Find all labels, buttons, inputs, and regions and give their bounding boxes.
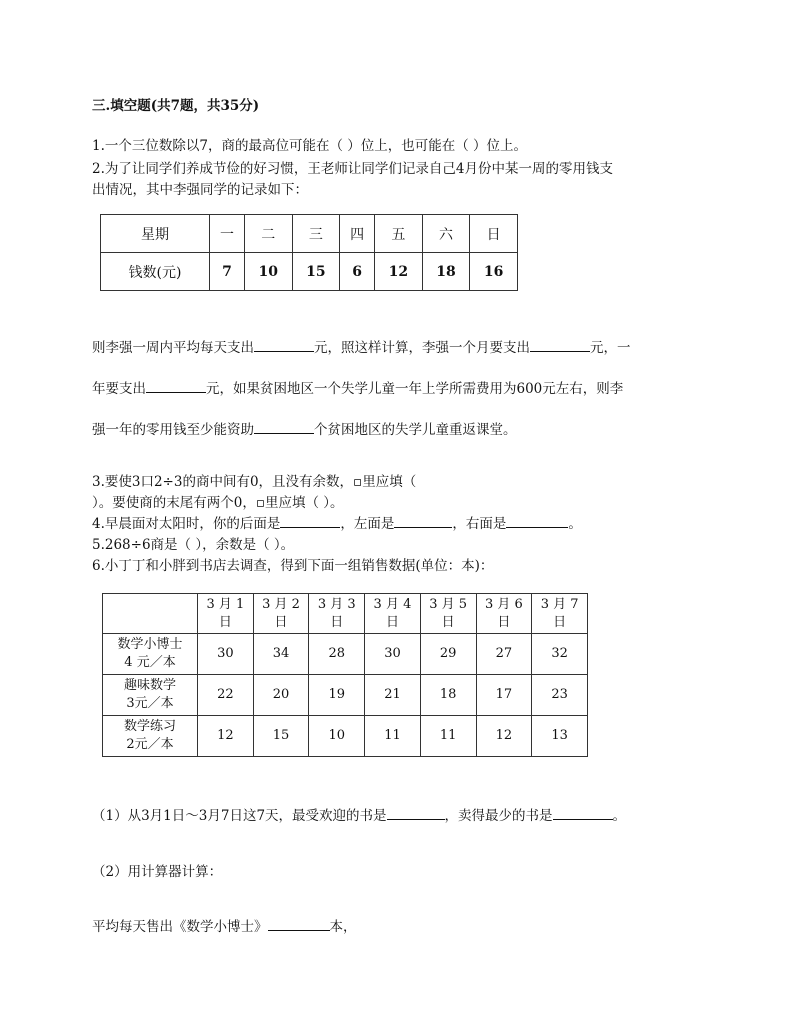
sales-cell: 32 (532, 634, 588, 675)
weekday-cell: 四 (340, 215, 375, 253)
text: 平均每天售出《数学小博士》 (92, 919, 268, 935)
sales-cell: 11 (365, 716, 421, 757)
money-row (101, 253, 518, 291)
date-line: 日 (330, 614, 344, 630)
question-2-line-1: 2.为了让同学们养成节俭的好习惯，王老师让同学们记录自己4月份中某一周的零用钱支 (92, 161, 613, 177)
answer-blank[interactable] (553, 805, 613, 820)
book-price: 3元／本 (126, 696, 174, 711)
book-row (103, 675, 588, 716)
sales-cell: 13 (532, 716, 588, 757)
sales-cell: 20 (253, 675, 309, 716)
money-cell: 18 (422, 253, 470, 291)
date-line: 日 (385, 614, 399, 630)
date-row (103, 594, 588, 634)
date-line: 3 月 3 (317, 596, 356, 612)
text: 元，如果贫困地区一个失学儿童一年上学所需费用为600元左右，则李 (206, 381, 624, 397)
money-cell: 7 (210, 253, 245, 291)
sales-table (102, 593, 588, 757)
date-line: 日 (553, 614, 567, 630)
sales-cell: 21 (365, 675, 421, 716)
answer-blank[interactable] (280, 513, 340, 528)
weekday-header: 星期 (101, 215, 210, 253)
date-cell (476, 594, 532, 634)
sales-cell: 23 (532, 675, 588, 716)
book-name: 数学练习 (123, 719, 176, 734)
date-cell (420, 594, 476, 634)
sub-question-2: （2）用计算器计算： (92, 864, 223, 880)
text: 年要支出 (92, 381, 146, 397)
text: 强一年的零用钱至少能资助 (92, 422, 254, 438)
date-line: 日 (218, 614, 232, 630)
question-1: 1.一个三位数除以7，商的最高位可能在（ ）位上，也可能在（ ）位上。 (92, 138, 528, 154)
date-line: 日 (441, 614, 455, 630)
text: 则李强一周内平均每天支出 (92, 340, 254, 356)
date-line: 3 月 7 (540, 596, 579, 612)
text: ，卖得最少的书是 (444, 808, 553, 824)
paragraph-line-3 (92, 418, 517, 438)
money-cell: 16 (470, 253, 518, 291)
sales-cell: 11 (420, 716, 476, 757)
date-cell (365, 594, 421, 634)
question-6: 6.小丁丁和小胖到书店去调查，得到下面一组销售数据(单位：本)： (92, 558, 494, 574)
date-cell (309, 594, 365, 634)
weekday-cell: 五 (375, 215, 423, 253)
paragraph-line-1 (92, 336, 631, 356)
weekday-cell: 日 (470, 215, 518, 253)
sales-cell: 29 (420, 634, 476, 675)
answer-blank[interactable] (530, 337, 590, 352)
book-row (103, 634, 588, 675)
sub-question-2-line (92, 915, 357, 935)
answer-blank[interactable] (254, 337, 314, 352)
text: 元，照这样计算，李强一个月要支出 (314, 340, 530, 356)
date-line: 日 (274, 614, 288, 630)
sub-question-1 (92, 804, 626, 824)
text: 。 (568, 516, 582, 532)
book-name-cell (103, 716, 198, 757)
question-2-line-2: 出情况，其中李强同学的记录如下： (92, 182, 308, 198)
money-header: 钱数(元) (101, 253, 210, 291)
sales-cell: 19 (309, 675, 365, 716)
text: ，左面是 (340, 516, 395, 532)
date-line: 3 月 5 (429, 596, 468, 612)
sales-cell: 22 (198, 675, 254, 716)
date-cell (198, 594, 254, 634)
question-3-line-2: ）。要使商的末尾有两个0，▫里应填（ ）。 (92, 495, 344, 511)
weekday-cell: 一 (210, 215, 245, 253)
question-5: 5.268÷6商是（ ），余数是（ ）。 (92, 537, 295, 553)
money-cell: 6 (340, 253, 375, 291)
date-cell (253, 594, 309, 634)
answer-blank[interactable] (394, 513, 452, 528)
book-row (103, 716, 588, 757)
date-line: 3 月 4 (373, 596, 412, 612)
answer-blank[interactable] (387, 805, 445, 820)
answer-blank[interactable] (268, 916, 330, 931)
date-line: 日 (497, 614, 511, 630)
date-cell (532, 594, 588, 634)
section-title: 三.填空题(共7题，共35分) (92, 98, 260, 114)
sales-cell: 18 (420, 675, 476, 716)
answer-blank[interactable] (506, 513, 568, 528)
text: ，右面是 (452, 516, 507, 532)
date-line: 3 月 1 (206, 596, 245, 612)
book-price: 2元／本 (126, 737, 174, 752)
text: 元，一 (590, 340, 631, 356)
book-name: 数学小博士 (117, 637, 183, 652)
money-cell: 15 (292, 253, 340, 291)
date-line: 3 月 2 (262, 596, 300, 612)
book-price: 4 元／本 (124, 655, 176, 670)
answer-blank[interactable] (146, 378, 206, 393)
sales-cell: 12 (198, 716, 254, 757)
sales-cell: 28 (309, 634, 365, 675)
money-cell: 12 (375, 253, 423, 291)
sales-cell: 15 (253, 716, 309, 757)
sales-cell: 17 (476, 675, 532, 716)
date-line: 3 月 6 (484, 596, 523, 612)
weekday-row (101, 215, 518, 253)
sales-cell: 12 (476, 716, 532, 757)
book-name: 趣味数学 (123, 678, 176, 693)
answer-blank[interactable] (254, 419, 314, 434)
sales-cell: 10 (309, 716, 365, 757)
sales-cell: 30 (198, 634, 254, 675)
question-4 (92, 512, 582, 532)
weekday-cell: 二 (244, 215, 292, 253)
sales-cell: 30 (365, 634, 421, 675)
weekday-cell: 三 (292, 215, 340, 253)
text: 4.早晨面对太阳时，你的后面是 (92, 516, 281, 532)
sales-cell: 27 (476, 634, 532, 675)
corner-cell (103, 594, 198, 634)
sales-cell: 34 (253, 634, 309, 675)
text: 个贫困地区的失学儿童重返课堂。 (314, 422, 517, 438)
book-name-cell (103, 675, 198, 716)
money-cell: 10 (244, 253, 292, 291)
spending-table (100, 214, 518, 291)
book-name-cell (103, 634, 198, 675)
question-3-line-1: 3.要使3口2÷3的商中间有0，且没有余数，▫里应填（ (92, 474, 417, 490)
text: 。 (612, 808, 627, 824)
paragraph-line-2 (92, 377, 623, 397)
text: （1）从3月1日～3月7日这7天，最受欢迎的书是 (92, 808, 387, 824)
text: 本， (329, 919, 357, 935)
weekday-cell: 六 (422, 215, 470, 253)
